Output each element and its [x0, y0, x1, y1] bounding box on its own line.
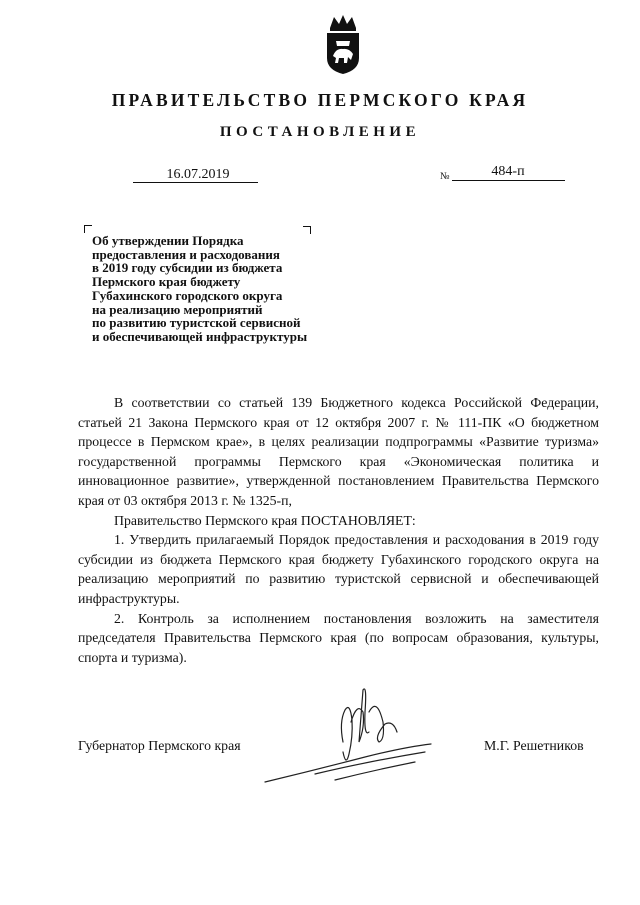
signer-role: Губернатор Пермского края	[78, 738, 241, 753]
clause-1-paragraph: 1. Утвердить прилагаемый Порядок предоставления и расходования в 2019 году субсидии из бюджета Пермского края бюджету Губахинского городского округа на реализацию мероприятий по развитию туристской сервисной и обеспечивающей инфраструктуры.	[78, 532, 599, 606]
coat-of-arms-icon	[322, 14, 364, 76]
number-underline	[452, 180, 565, 181]
signer-name: М.Г. Решетников	[484, 738, 584, 753]
resolution-paragraph: Правительство Пермского края ПОСТАНОВЛЯЕТ:	[114, 512, 416, 528]
subject-line: предоставления и расходования	[92, 246, 280, 262]
government-title: ПРАВИТЕЛЬСТВО ПЕРМСКОГО КРАЯ	[111, 90, 529, 110]
subject-line: и обеспечивающей инфраструктуры	[92, 328, 308, 344]
subject-line: Об утверждении Порядка	[92, 233, 244, 248]
document-subject	[92, 234, 372, 344]
subject-line: Губахинского городского округа	[92, 287, 283, 303]
subject-line: в 2019 году субсидии из бюджета	[92, 260, 283, 276]
clause-2-paragraph: 2. Контроль за исполнением постановления возложить на заместителя председателя Правительства Пермского края (по вопросам образования, культуры, спорта и туризма).	[78, 610, 599, 665]
document-body	[78, 393, 599, 667]
subject-line: по развитию туристской сервисной	[92, 315, 301, 331]
subject-line: на реализацию мероприятий	[92, 301, 263, 317]
subject-corner-mark-right	[303, 226, 311, 234]
document-type: ПОСТАНОВЛЕНИЕ	[219, 124, 421, 140]
preamble-paragraph: В соответствии со статьей 139 Бюджетного кодекса Российской Федерации, статьей 21 Закона Пермского края от 12 октября 2007 г. № 111-ПК «О бюджетном процессе в Пермском крае», в целях реализации подпрограммы «Развитие туризма» государственной программы Пермского края «Экономическая политика и инновационное развитие», утвержденной постановлением Правительства Пермского края от 03 октября 2013 г. № 1325-п,	[78, 395, 599, 508]
subject-corner-mark-left	[84, 225, 92, 233]
subject-line: Пермского края бюджету	[92, 274, 241, 290]
document-number: 484-п	[491, 164, 525, 179]
signature-icon	[255, 682, 435, 792]
document-date: 16.07.2019	[166, 167, 230, 182]
number-label: №	[440, 171, 450, 182]
date-underline	[133, 182, 258, 183]
